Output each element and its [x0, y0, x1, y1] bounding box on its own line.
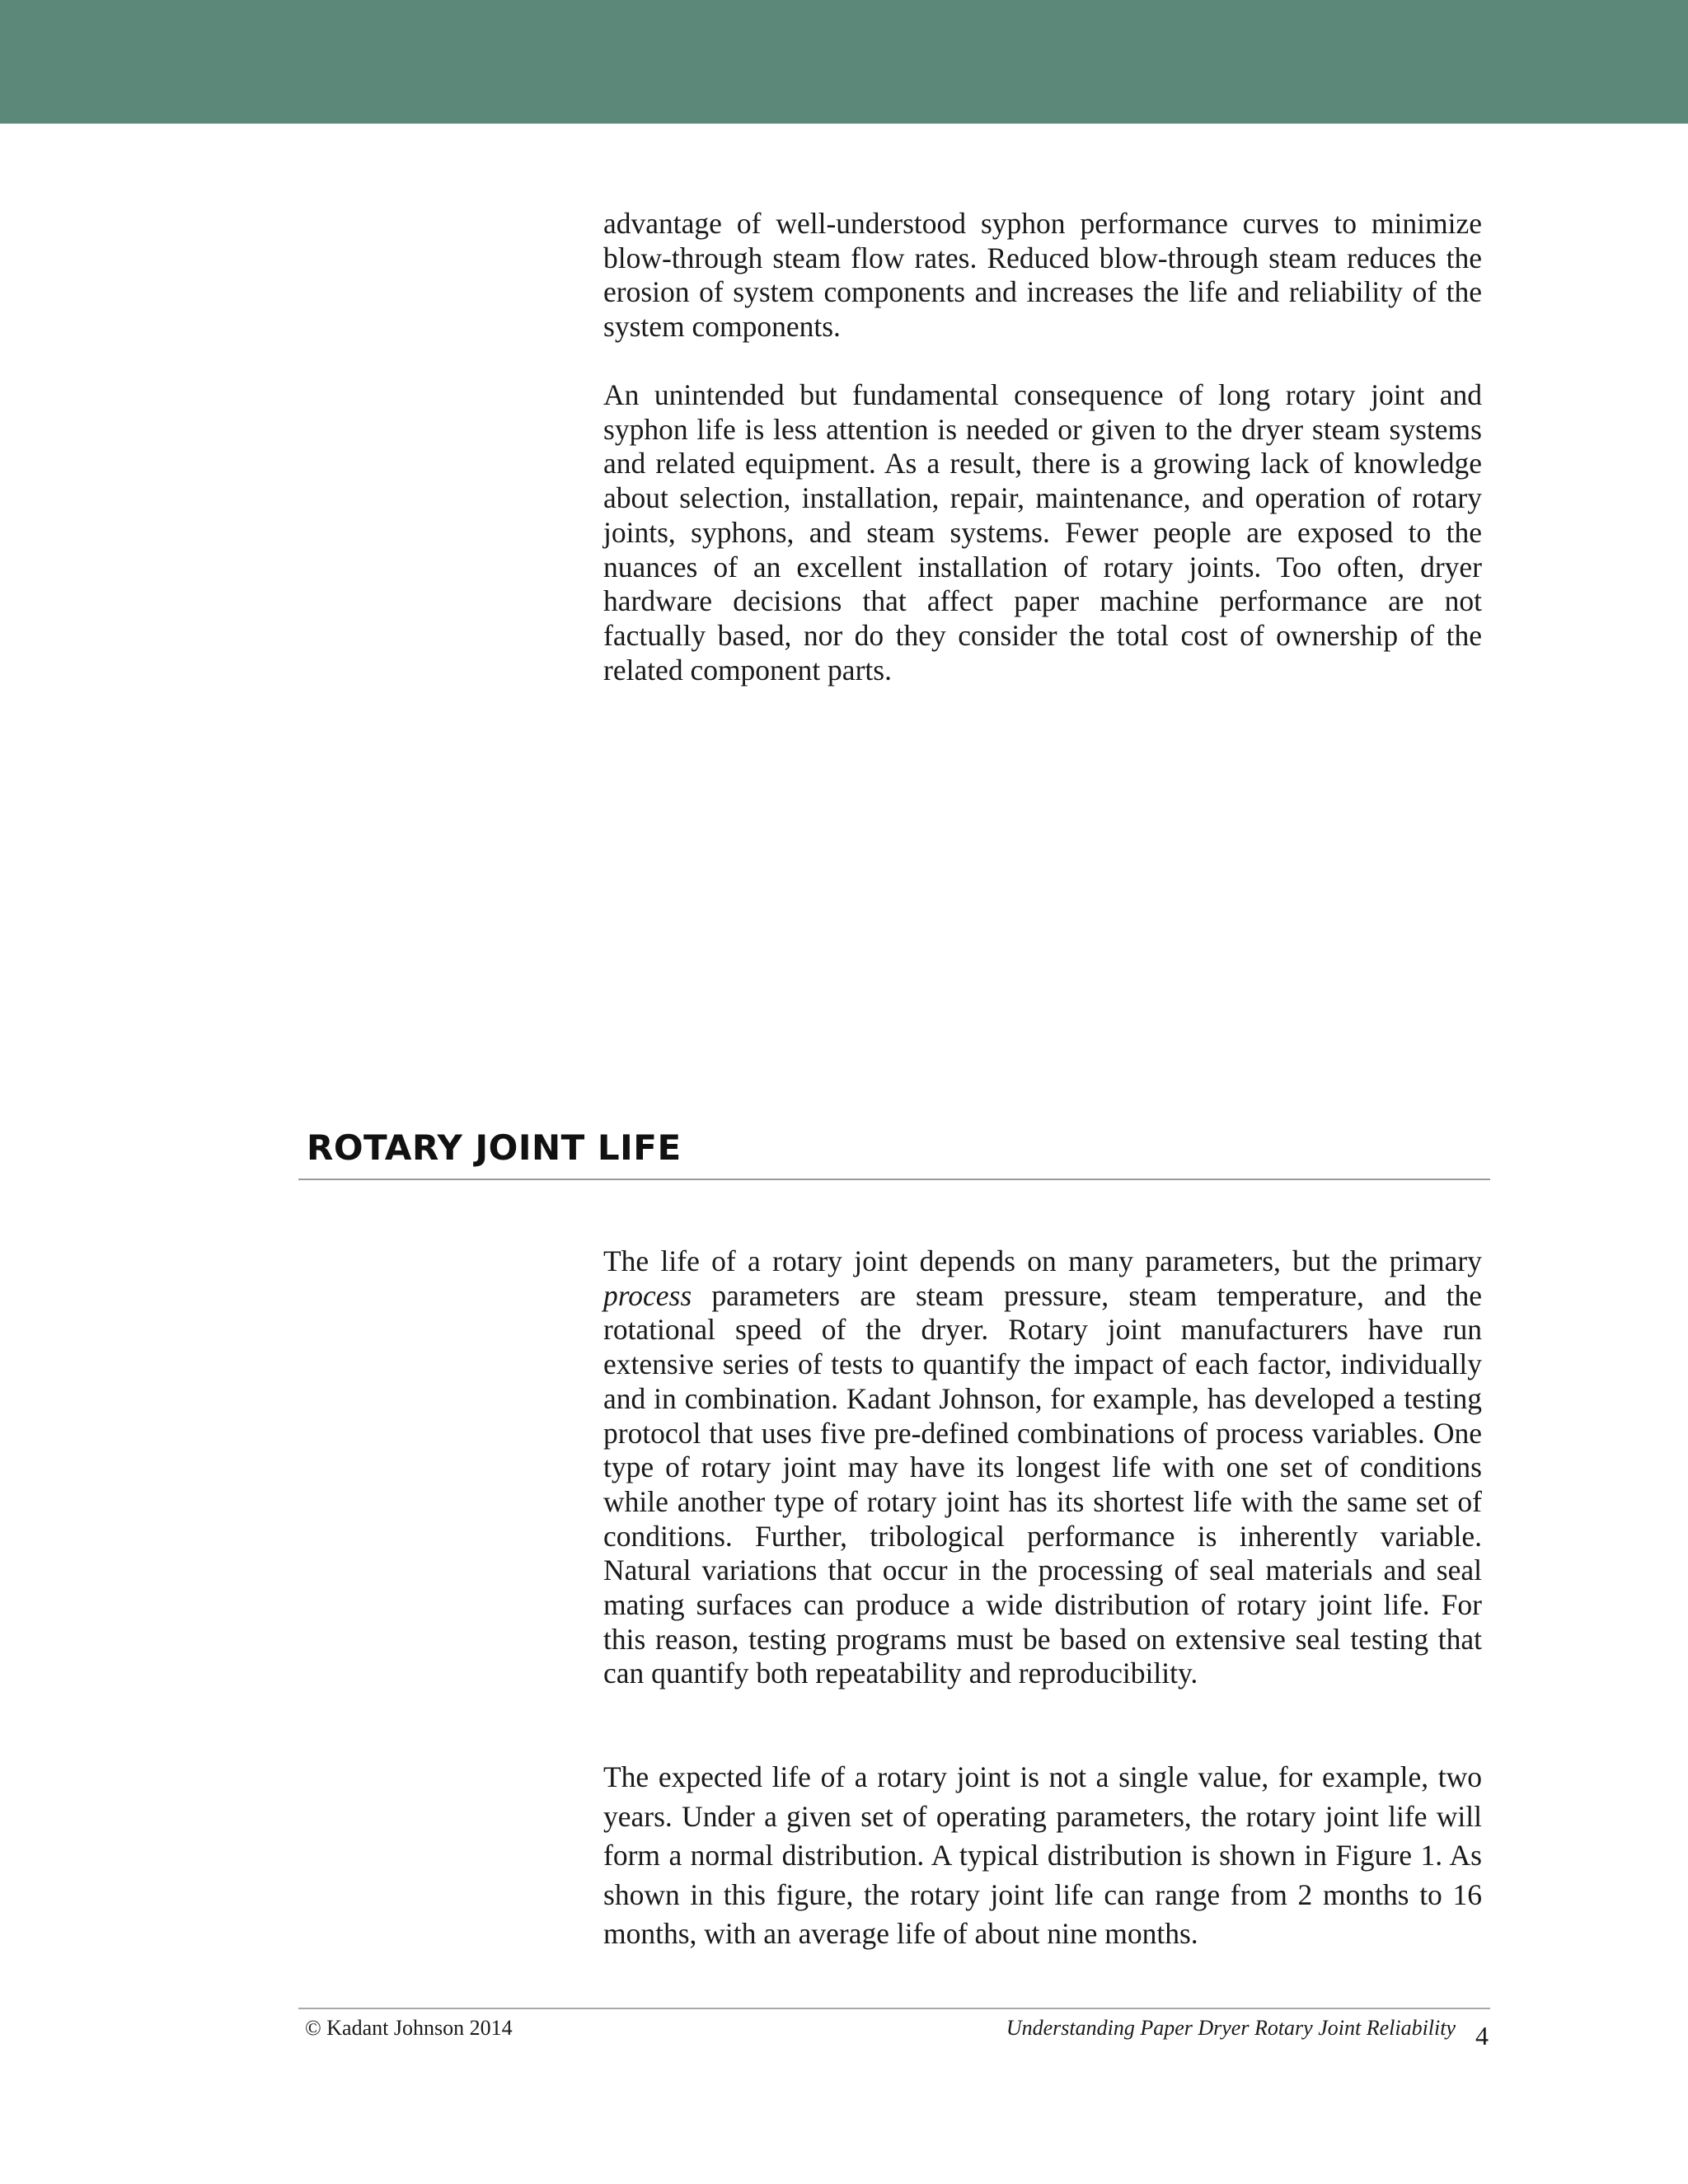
intro-paragraph-1: advantage of well-understood syphon performance curves to minimize blow-through steam flow rates. Reduced blow-through steam reduces the erosion of system components and increases the life and reliability of the system components.: [603, 207, 1482, 344]
section-heading: ROTARY JOINT LIFE: [307, 1127, 682, 1168]
section-paragraph-1: [603, 1244, 1482, 1691]
section-paragraph-2: The expected life of a rotary joint is not a single value, for example, two years. Under a given set of operating parameters, the rotary joint life will form a normal distribution. A typical distribution is shown in Figure 1. As shown in this figure, the rotary joint life can range from 2 months to 16 months, with an average life of about nine months.: [603, 1760, 1482, 1950]
page-number: 4: [1475, 2021, 1489, 2050]
header-band: [0, 0, 1688, 124]
footer-copyright: © Kadant Johnson 2014: [305, 2016, 513, 2040]
heading-divider: [298, 1179, 1490, 1180]
intro-paragraph-2: An unintended but fundamental consequence of long rotary joint and syphon life is less attention is needed or given to the dryer steam systems and related equipment. As a result, there is a growing lack of knowledge about selection, installation, repair, maintenance, and operation of rotary joints, syphons, and steam systems. Fewer people are exposed to the nuances of an excellent installation of rotary joints. Too often, dryer hardware decisions that affect paper machine performance are not factually based, nor do they consider the total cost of ownership of the related component parts.: [603, 378, 1482, 687]
emphasized-term: process: [603, 1278, 692, 1312]
footer-divider: [298, 2008, 1490, 2009]
footer-document-title: Understanding Paper Dryer Rotary Joint Reliability: [1006, 2016, 1456, 2040]
paragraph-rest-text: parameters are steam pressure, steam temperature, and the rotational speed of the dryer. Rotary joint manufacturers have run extensive series of tests to quantify the impact of each factor, individually and in combination. Kadant Johnson, for example, has developed a testing protocol that uses five pre-defined combinations of process variables. One type of rotary joint may have its longest life with one set of conditions while another type of rotary joint has its shortest life with the same set of conditions. Further, tribological performance is inherently variable. Natural variations that occur in the processing of seal materials and seal mating surfaces can produce a wide distribution of rotary joint life. For this reason, testing programs must be based on extensive seal testing that can quantify both repeatability and reproducibility.: [603, 1278, 1482, 1690]
paragraph-lead-text: The life of a rotary joint depends on many parameters, but the primary: [603, 1244, 1482, 1277]
